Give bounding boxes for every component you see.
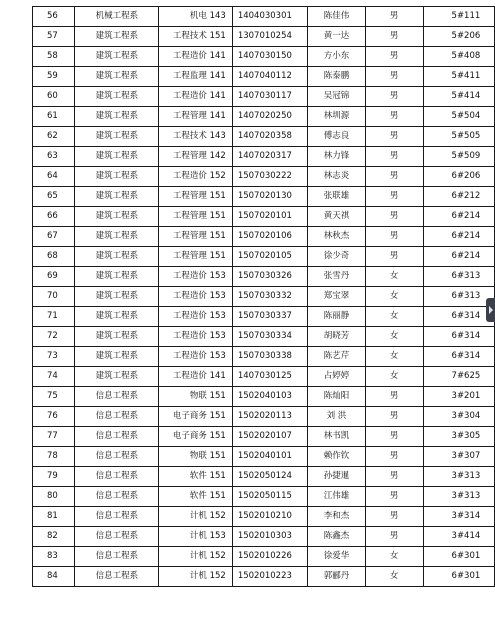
department-cell: 信息工程系 xyxy=(75,507,159,527)
row-number: 62 xyxy=(33,127,75,147)
gender-cell: 男 xyxy=(365,447,423,467)
department-cell: 建筑工程系 xyxy=(75,47,159,67)
department-cell: 信息工程系 xyxy=(75,467,159,487)
student-name-cell: 徐少奇 xyxy=(308,247,366,267)
student-name-cell: 陈泰鹏 xyxy=(308,67,366,87)
row-number: 84 xyxy=(33,567,75,587)
table-row xyxy=(33,247,495,267)
expand-side-panel-handle[interactable] xyxy=(486,298,495,322)
student-id-cell: 1502050115 xyxy=(232,487,307,507)
dorm-room-cell: 6#206 xyxy=(423,167,494,187)
student-id-cell: 1502040103 xyxy=(232,387,307,407)
gender-cell: 男 xyxy=(365,7,423,27)
dorm-room-cell: 6#313 xyxy=(423,267,494,287)
major-class-cell: 工程管理 141 xyxy=(159,107,232,127)
major-class-cell: 计机 153 xyxy=(159,527,232,547)
table-row xyxy=(33,327,495,347)
table-row xyxy=(33,407,495,427)
student-id-cell: 1407020358 xyxy=(232,127,307,147)
student-name-cell: 林秋杰 xyxy=(308,227,366,247)
student-name-cell: 陈灿阳 xyxy=(308,387,366,407)
major-class-cell: 工程造价 153 xyxy=(159,347,232,367)
major-class-cell: 工程管理 151 xyxy=(159,247,232,267)
dorm-room-cell: 5#504 xyxy=(423,107,494,127)
department-cell: 机械工程系 xyxy=(75,7,159,27)
dorm-room-cell: 3#307 xyxy=(423,447,494,467)
major-class-cell: 计机 152 xyxy=(159,507,232,527)
department-cell: 建筑工程系 xyxy=(75,127,159,147)
student-name-cell: 黄一达 xyxy=(308,27,366,47)
major-class-cell: 工程管理 142 xyxy=(159,147,232,167)
table-body xyxy=(33,7,495,587)
row-number: 63 xyxy=(33,147,75,167)
gender-cell: 男 xyxy=(365,107,423,127)
major-class-cell: 电子商务 151 xyxy=(159,407,232,427)
student-id-cell: 1407030150 xyxy=(232,47,307,67)
student-id-cell: 1507020130 xyxy=(232,187,307,207)
major-class-cell: 电子商务 151 xyxy=(159,427,232,447)
major-class-cell: 物联 151 xyxy=(159,447,232,467)
student-id-cell: 1507020101 xyxy=(232,207,307,227)
student-name-cell: 郑宝翠 xyxy=(308,287,366,307)
student-name-cell: 赖作钦 xyxy=(308,447,366,467)
student-id-cell: 1407040112 xyxy=(232,67,307,87)
gender-cell: 男 xyxy=(365,27,423,47)
gender-cell: 男 xyxy=(365,47,423,67)
dorm-room-cell: 5#408 xyxy=(423,47,494,67)
table-row xyxy=(33,487,495,507)
gender-cell: 男 xyxy=(365,67,423,87)
gender-cell: 男 xyxy=(365,207,423,227)
department-cell: 建筑工程系 xyxy=(75,367,159,387)
row-number: 57 xyxy=(33,27,75,47)
major-class-cell: 计机 152 xyxy=(159,567,232,587)
row-number: 69 xyxy=(33,267,75,287)
student-id-cell: 1507030338 xyxy=(232,347,307,367)
table-row xyxy=(33,167,495,187)
table-row xyxy=(33,427,495,447)
department-cell: 信息工程系 xyxy=(75,527,159,547)
department-cell: 信息工程系 xyxy=(75,427,159,447)
department-cell: 建筑工程系 xyxy=(75,187,159,207)
student-id-cell: 1507030334 xyxy=(232,327,307,347)
dorm-room-cell: 7#625 xyxy=(423,367,494,387)
row-number: 68 xyxy=(33,247,75,267)
student-id-cell: 1407030117 xyxy=(232,87,307,107)
table-row xyxy=(33,87,495,107)
student-id-cell: 1507030326 xyxy=(232,267,307,287)
row-number: 60 xyxy=(33,87,75,107)
dorm-room-cell: 6#314 xyxy=(423,327,494,347)
gender-cell: 男 xyxy=(365,147,423,167)
major-class-cell: 机电 143 xyxy=(159,7,232,27)
row-number: 67 xyxy=(33,227,75,247)
department-cell: 建筑工程系 xyxy=(75,247,159,267)
table-row xyxy=(33,127,495,147)
department-cell: 建筑工程系 xyxy=(75,307,159,327)
student-id-cell: 1502010223 xyxy=(232,567,307,587)
student-id-cell: 1502050124 xyxy=(232,467,307,487)
student-name-cell: 陈佳伟 xyxy=(308,7,366,27)
table-row xyxy=(33,187,495,207)
row-number: 71 xyxy=(33,307,75,327)
major-class-cell: 物联 151 xyxy=(159,387,232,407)
table-row xyxy=(33,507,495,527)
table-row xyxy=(33,547,495,567)
row-number: 59 xyxy=(33,67,75,87)
table-row xyxy=(33,347,495,367)
dorm-room-cell: 3#313 xyxy=(423,467,494,487)
student-name-cell: 林志炎 xyxy=(308,167,366,187)
row-number: 70 xyxy=(33,287,75,307)
student-id-cell: 1404030301 xyxy=(232,7,307,27)
department-cell: 建筑工程系 xyxy=(75,167,159,187)
dorm-room-cell: 6#214 xyxy=(423,247,494,267)
gender-cell: 男 xyxy=(365,427,423,447)
table-row xyxy=(33,267,495,287)
gender-cell: 男 xyxy=(365,187,423,207)
dorm-room-cell: 6#314 xyxy=(423,307,494,327)
student-name-cell: 张联雄 xyxy=(308,187,366,207)
dorm-room-cell: 6#313 xyxy=(423,287,494,307)
student-name-cell: 孙捷暹 xyxy=(308,467,366,487)
gender-cell: 女 xyxy=(365,367,423,387)
row-number: 72 xyxy=(33,327,75,347)
dorm-room-cell: 5#411 xyxy=(423,67,494,87)
table-row xyxy=(33,527,495,547)
dorm-room-cell: 3#414 xyxy=(423,527,494,547)
gender-cell: 男 xyxy=(365,487,423,507)
student-name-cell: 陈丽静 xyxy=(308,307,366,327)
table-row xyxy=(33,307,495,327)
row-number: 66 xyxy=(33,207,75,227)
dorm-room-cell: 5#206 xyxy=(423,27,494,47)
row-number: 83 xyxy=(33,547,75,567)
row-number: 76 xyxy=(33,407,75,427)
dorm-room-cell: 6#314 xyxy=(423,347,494,367)
gender-cell: 女 xyxy=(365,567,423,587)
major-class-cell: 工程技术 143 xyxy=(159,127,232,147)
gender-cell: 女 xyxy=(365,307,423,327)
student-name-cell: 郭郦丹 xyxy=(308,567,366,587)
dorm-room-cell: 5#505 xyxy=(423,127,494,147)
student-id-cell: 1407020317 xyxy=(232,147,307,167)
dorm-room-cell: 3#313 xyxy=(423,487,494,507)
row-number: 65 xyxy=(33,187,75,207)
department-cell: 建筑工程系 xyxy=(75,87,159,107)
department-cell: 建筑工程系 xyxy=(75,67,159,87)
major-class-cell: 工程监理 141 xyxy=(159,67,232,87)
table-row xyxy=(33,227,495,247)
dorm-room-cell: 5#509 xyxy=(423,147,494,167)
student-id-cell: 1407030125 xyxy=(232,367,307,387)
major-class-cell: 工程管理 151 xyxy=(159,227,232,247)
student-id-cell: 1507030332 xyxy=(232,287,307,307)
major-class-cell: 工程管理 151 xyxy=(159,207,232,227)
student-id-cell: 1502010303 xyxy=(232,527,307,547)
major-class-cell: 计机 152 xyxy=(159,547,232,567)
department-cell: 信息工程系 xyxy=(75,547,159,567)
department-cell: 信息工程系 xyxy=(75,407,159,427)
student-id-cell: 1407020250 xyxy=(232,107,307,127)
dorm-room-cell: 3#305 xyxy=(423,427,494,447)
dorm-room-cell: 5#111 xyxy=(423,7,494,27)
row-number: 73 xyxy=(33,347,75,367)
student-name-cell: 占婷婷 xyxy=(308,367,366,387)
table-row xyxy=(33,147,495,167)
department-cell: 信息工程系 xyxy=(75,387,159,407)
row-number: 61 xyxy=(33,107,75,127)
table-row xyxy=(33,207,495,227)
student-dormitory-table xyxy=(32,6,495,587)
major-class-cell: 工程造价 152 xyxy=(159,167,232,187)
student-name-cell: 傅志良 xyxy=(308,127,366,147)
student-name-cell: 李和杰 xyxy=(308,507,366,527)
major-class-cell: 工程造价 153 xyxy=(159,327,232,347)
row-number: 56 xyxy=(33,7,75,27)
gender-cell: 男 xyxy=(365,387,423,407)
major-class-cell: 软件 151 xyxy=(159,467,232,487)
table-row xyxy=(33,567,495,587)
student-name-cell: 徐爱华 xyxy=(308,547,366,567)
department-cell: 建筑工程系 xyxy=(75,327,159,347)
table-row xyxy=(33,7,495,27)
dorm-room-cell: 3#314 xyxy=(423,507,494,527)
row-number: 79 xyxy=(33,467,75,487)
table-row xyxy=(33,287,495,307)
department-cell: 建筑工程系 xyxy=(75,207,159,227)
department-cell: 信息工程系 xyxy=(75,567,159,587)
department-cell: 建筑工程系 xyxy=(75,287,159,307)
student-id-cell: 1507020106 xyxy=(232,227,307,247)
major-class-cell: 工程管理 151 xyxy=(159,187,232,207)
major-class-cell: 工程造价 153 xyxy=(159,287,232,307)
dorm-room-cell: 6#214 xyxy=(423,207,494,227)
dorm-room-cell: 6#212 xyxy=(423,187,494,207)
gender-cell: 男 xyxy=(365,247,423,267)
row-number: 75 xyxy=(33,387,75,407)
dorm-room-cell: 6#301 xyxy=(423,567,494,587)
student-id-cell: 1502040101 xyxy=(232,447,307,467)
student-name-cell: 陈鑫杰 xyxy=(308,527,366,547)
gender-cell: 男 xyxy=(365,227,423,247)
gender-cell: 男 xyxy=(365,407,423,427)
major-class-cell: 工程造价 141 xyxy=(159,87,232,107)
student-id-cell: 1507020105 xyxy=(232,247,307,267)
student-name-cell: 林书凯 xyxy=(308,427,366,447)
table-row xyxy=(33,467,495,487)
student-id-cell: 1502010210 xyxy=(232,507,307,527)
department-cell: 信息工程系 xyxy=(75,487,159,507)
student-name-cell: 方小东 xyxy=(308,47,366,67)
dorm-room-cell: 6#301 xyxy=(423,547,494,567)
gender-cell: 男 xyxy=(365,87,423,107)
student-id-cell: 1502010226 xyxy=(232,547,307,567)
table-row xyxy=(33,47,495,67)
student-name-cell: 刘 洪 xyxy=(308,407,366,427)
gender-cell: 女 xyxy=(365,267,423,287)
major-class-cell: 工程技术 151 xyxy=(159,27,232,47)
student-id-cell: 1502020113 xyxy=(232,407,307,427)
gender-cell: 女 xyxy=(365,547,423,567)
major-class-cell: 软件 151 xyxy=(159,487,232,507)
table-row xyxy=(33,367,495,387)
student-name-cell: 江伟雄 xyxy=(308,487,366,507)
department-cell: 建筑工程系 xyxy=(75,27,159,47)
student-name-cell: 林圳源 xyxy=(308,107,366,127)
dorm-room-cell: 3#201 xyxy=(423,387,494,407)
student-id-cell: 1502020107 xyxy=(232,427,307,447)
table-row xyxy=(33,107,495,127)
student-id-cell: 1507030337 xyxy=(232,307,307,327)
table-row xyxy=(33,447,495,467)
row-number: 64 xyxy=(33,167,75,187)
major-class-cell: 工程造价 141 xyxy=(159,367,232,387)
student-name-cell: 吴冠锦 xyxy=(308,87,366,107)
row-number: 74 xyxy=(33,367,75,387)
department-cell: 建筑工程系 xyxy=(75,347,159,367)
row-number: 82 xyxy=(33,527,75,547)
department-cell: 信息工程系 xyxy=(75,447,159,467)
dorm-room-cell: 6#214 xyxy=(423,227,494,247)
row-number: 78 xyxy=(33,447,75,467)
table-row xyxy=(33,67,495,87)
row-number: 80 xyxy=(33,487,75,507)
row-number: 77 xyxy=(33,427,75,447)
dorm-room-cell: 5#414 xyxy=(423,87,494,107)
row-number: 58 xyxy=(33,47,75,67)
gender-cell: 男 xyxy=(365,167,423,187)
gender-cell: 男 xyxy=(365,467,423,487)
gender-cell: 女 xyxy=(365,287,423,307)
department-cell: 建筑工程系 xyxy=(75,107,159,127)
student-id-cell: 1307010254 xyxy=(232,27,307,47)
department-cell: 建筑工程系 xyxy=(75,147,159,167)
gender-cell: 女 xyxy=(365,327,423,347)
major-class-cell: 工程造价 141 xyxy=(159,47,232,67)
table-row xyxy=(33,387,495,407)
student-name-cell: 黄天祺 xyxy=(308,207,366,227)
major-class-cell: 工程造价 153 xyxy=(159,267,232,287)
student-id-cell: 1507030222 xyxy=(232,167,307,187)
gender-cell: 男 xyxy=(365,507,423,527)
row-number: 81 xyxy=(33,507,75,527)
gender-cell: 女 xyxy=(365,347,423,367)
student-name-cell: 陈艺芹 xyxy=(308,347,366,367)
student-name-cell: 张雪丹 xyxy=(308,267,366,287)
major-class-cell: 工程造价 153 xyxy=(159,307,232,327)
student-name-cell: 胡晓芳 xyxy=(308,327,366,347)
dorm-room-cell: 3#304 xyxy=(423,407,494,427)
table-row xyxy=(33,27,495,47)
gender-cell: 男 xyxy=(365,127,423,147)
department-cell: 建筑工程系 xyxy=(75,227,159,247)
student-name-cell: 林力锋 xyxy=(308,147,366,167)
department-cell: 建筑工程系 xyxy=(75,267,159,287)
gender-cell: 男 xyxy=(365,527,423,547)
